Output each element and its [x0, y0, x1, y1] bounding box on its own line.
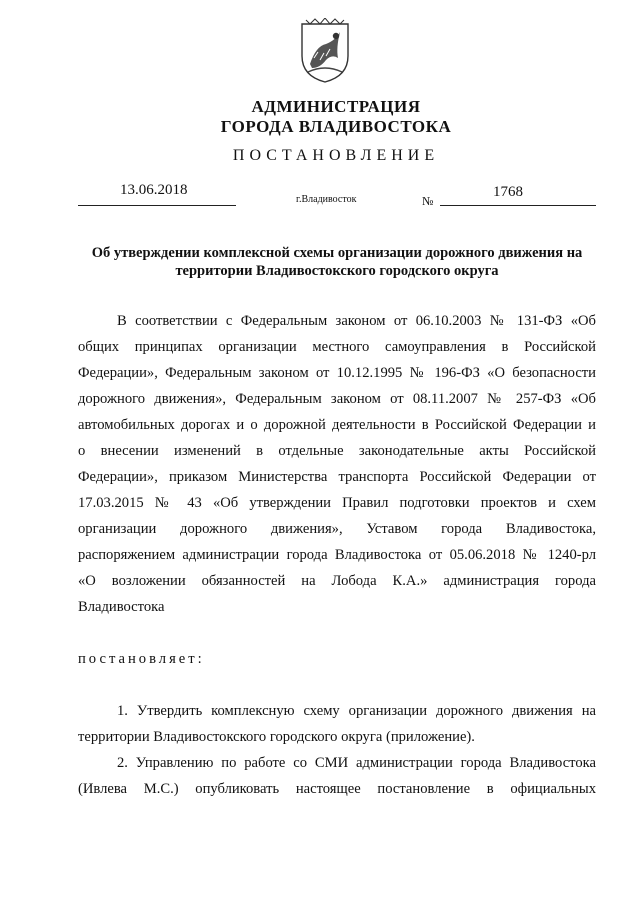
- preamble-line: Владивостока: [78, 599, 165, 615]
- preamble-line: автомобильных дорогах и о дорожной деятельности в Российской Федерации и: [78, 417, 596, 433]
- preamble-line: «О возложении обязанностей на Лобода К.А.» администрация города: [78, 573, 596, 589]
- preamble-line: организации дорожного движения», Уставом города Владивостока,: [78, 521, 596, 537]
- document-city: г.Владивосток: [296, 194, 357, 205]
- org-name-line1: АДМИНИСТРАЦИЯ: [251, 97, 421, 116]
- title-line: Об утверждении комплексной схемы организации дорожного движения на: [91, 245, 583, 261]
- preamble-line: В соответствии с Федеральным законом от 06.10.2003 № 131-ФЗ «Об: [117, 313, 596, 329]
- preamble-line: Федерации», приказом Министерства транспорта Российской Федерации от: [78, 469, 596, 485]
- preamble-line: общих принципах организации местного самоуправления в Российской: [78, 339, 596, 355]
- preamble-line: Федерации», Федеральным законом от 10.12.1995 № 196-ФЗ «О безопасности: [78, 365, 596, 381]
- document-type: ПОСТАНОВЛЕНИЕ: [232, 147, 440, 164]
- preamble-line: дорожного движения», Федеральным законом от 08.11.2007 № 257-ФЗ «Об: [78, 391, 596, 407]
- list-item: (Ивлева М.С.) опубликовать настоящее постановление в официальных: [78, 781, 596, 797]
- document-title: [70, 244, 604, 280]
- list-item: территории Владивостокского городского округа (приложение).: [78, 729, 475, 745]
- preamble-line: распоряжением администрации города Владивостока от 05.06.2018 № 1240-рл: [78, 547, 596, 563]
- preamble-line: о внесении изменений в отдельные законодательные акты Российской: [78, 443, 596, 459]
- date-underline: [78, 205, 236, 206]
- document-date: 13.06.2018: [120, 182, 188, 198]
- title-line: территории Владивостокского городского округа: [175, 263, 499, 279]
- number-sign: №: [422, 194, 434, 208]
- org-name-line2: ГОРОДА ВЛАДИВОСТОКА: [220, 117, 452, 136]
- number-underline: [440, 205, 596, 206]
- list-item: 1. Утвердить комплексную схему организации дорожного движения на: [117, 703, 596, 719]
- list-item: 2. Управлению по работе со СМИ администрации города Владивостока: [117, 755, 596, 771]
- document-number: 1768: [493, 184, 523, 200]
- preamble-line: 17.03.2015 № 43 «Об утверждении Правил подготовки проектов и схем: [78, 495, 596, 511]
- coat-of-arms-icon: [296, 18, 354, 84]
- decree-word: постановляет:: [78, 651, 205, 667]
